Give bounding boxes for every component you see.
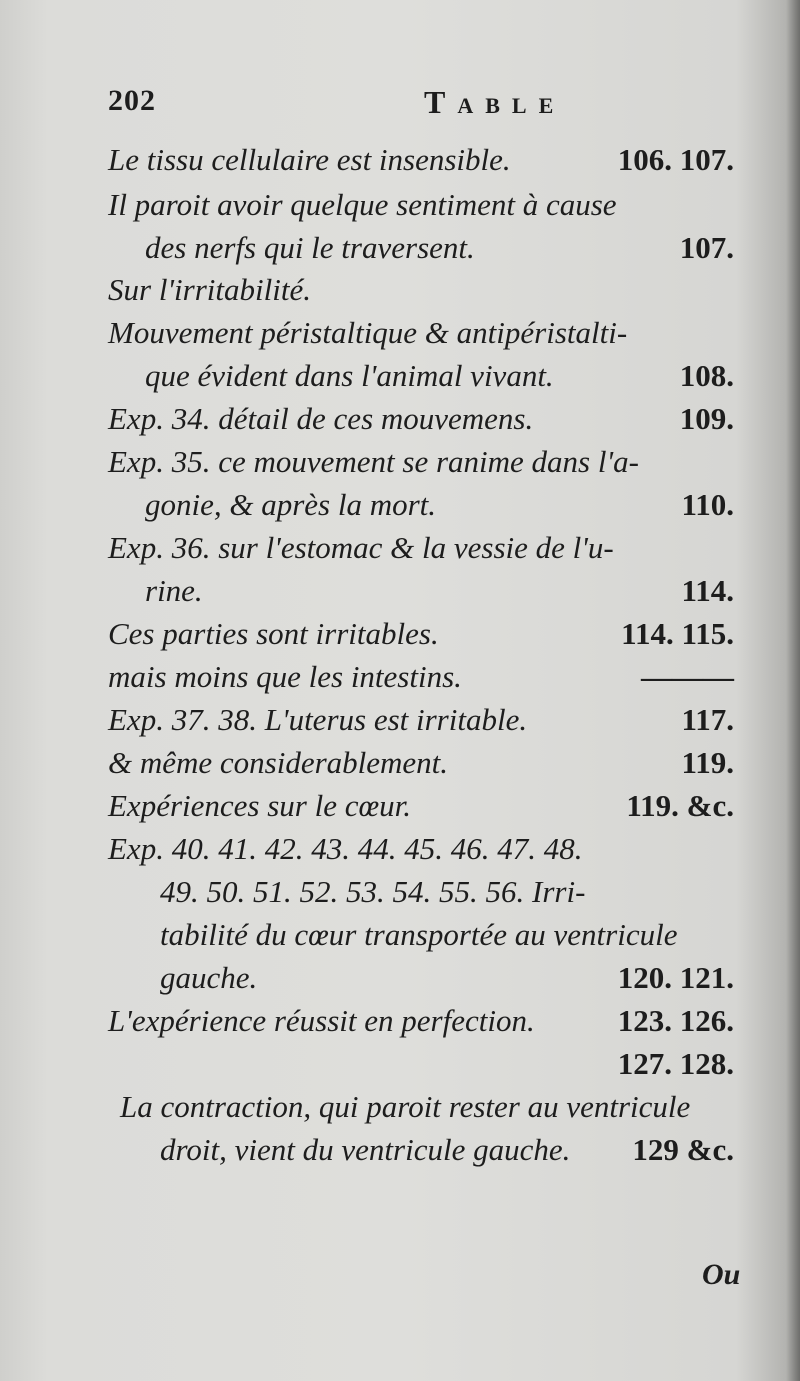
toc-entry-page-ref: 119. &c. [626, 788, 734, 823]
toc-entry [0, 788, 800, 833]
toc-entry-text: gauche. [160, 960, 258, 995]
toc-entry [0, 401, 800, 446]
toc-entry [0, 702, 800, 747]
toc-entry-text: L'expérience réussit en perfection. [108, 1003, 535, 1038]
toc-entry [0, 358, 800, 403]
toc-entry [0, 1003, 800, 1048]
toc-entry [0, 187, 800, 232]
page-edge-shadow [786, 0, 800, 1381]
toc-entry [0, 659, 800, 704]
toc-entry-text: La contraction, qui paroit rester au ventricule [120, 1089, 691, 1124]
toc-entry [0, 917, 800, 962]
toc-entry-text: rine. [145, 573, 203, 608]
toc-entry-text: Exp. 40. 41. 42. 43. 44. 45. 46. 47. 48. [108, 831, 583, 866]
toc-entry-text: Il paroit avoir quelque sentiment à cause [108, 187, 617, 222]
toc-entry-page-ref: 123. 126. [617, 1003, 734, 1038]
toc-entry-text: Expériences sur le cœur. [108, 788, 412, 823]
toc-entry [0, 745, 800, 790]
toc-entry-text: Exp. 35. ce mouvement se ranime dans l'a- [108, 444, 639, 479]
page-header [108, 84, 748, 124]
toc-entry [0, 142, 800, 187]
toc-entry-text: gonie, & après la mort. [145, 487, 437, 522]
toc-entry-text: Exp. 36. sur l'estomac & la vessie de l'u- [108, 530, 614, 565]
toc-entry-text: Exp. 34. détail de ces mouvemens. [108, 401, 534, 436]
toc-entry-text: mais moins que les intestins. [108, 659, 462, 694]
toc-entry [0, 487, 800, 532]
toc-entry-page-ref: 114. [681, 573, 734, 608]
toc-entry-text: 49. 50. 51. 52. 53. 54. 55. 56. Irri- [160, 874, 586, 909]
toc-entry-page-ref: 109. [679, 401, 734, 436]
toc-entry-page-ref: 110. [681, 487, 734, 522]
toc-entry [0, 530, 800, 575]
toc-entry-page-ref: 108. [679, 358, 734, 393]
toc-entry-page-ref: 120. 121. [617, 960, 734, 995]
toc-entry-page-ref: 106. 107. [617, 142, 734, 177]
toc-entry [0, 573, 800, 618]
toc-entry [0, 1046, 800, 1091]
toc-entry [0, 874, 800, 919]
page-number: 202 [108, 84, 156, 117]
toc-entry-page-ref: 107. [679, 230, 734, 265]
toc-entry-page-ref: 127. 128. [617, 1046, 734, 1081]
toc-entry-page-ref: 114. 115. [621, 616, 734, 651]
toc-entry-text: des nerfs qui le traversent. [145, 230, 475, 265]
toc-entry-text: Exp. 37. 38. L'uterus est irritable. [108, 702, 528, 737]
catchword: Ou [702, 1258, 741, 1291]
toc-entry-page-ref: 117. [681, 702, 734, 737]
toc-entry-text: droit, vient du ventricule gauche. [160, 1132, 571, 1167]
toc-entry [0, 960, 800, 1005]
toc-entry-page-ref: 119. [681, 745, 734, 780]
toc-entry [0, 230, 800, 275]
toc-entry [0, 444, 800, 489]
toc-entry-text: Sur l'irritabilité. [108, 272, 311, 307]
toc-entry [0, 831, 800, 876]
toc-entry-text: tabilité du cœur transportée au ventricule [160, 917, 678, 952]
toc-entry-page-ref: ——— [641, 659, 734, 694]
toc-entry-text: Mouvement péristaltique & antipéristalti- [108, 315, 628, 350]
toc-entry [0, 272, 800, 317]
toc-entry-text: que évident dans l'animal vivant. [145, 358, 554, 393]
toc-entry [0, 1132, 800, 1177]
toc-entry [0, 315, 800, 360]
toc-entry-page-ref: 129 &c. [632, 1132, 734, 1167]
toc-entry [0, 1089, 800, 1134]
toc-entry [0, 616, 800, 661]
running-head: Table [424, 84, 566, 120]
toc-entry-text: Ces parties sont irritables. [108, 616, 439, 651]
toc-entry-text: Le tissu cellulaire est insensible. [108, 142, 511, 177]
toc-entry-text: & même considerablement. [108, 745, 449, 780]
